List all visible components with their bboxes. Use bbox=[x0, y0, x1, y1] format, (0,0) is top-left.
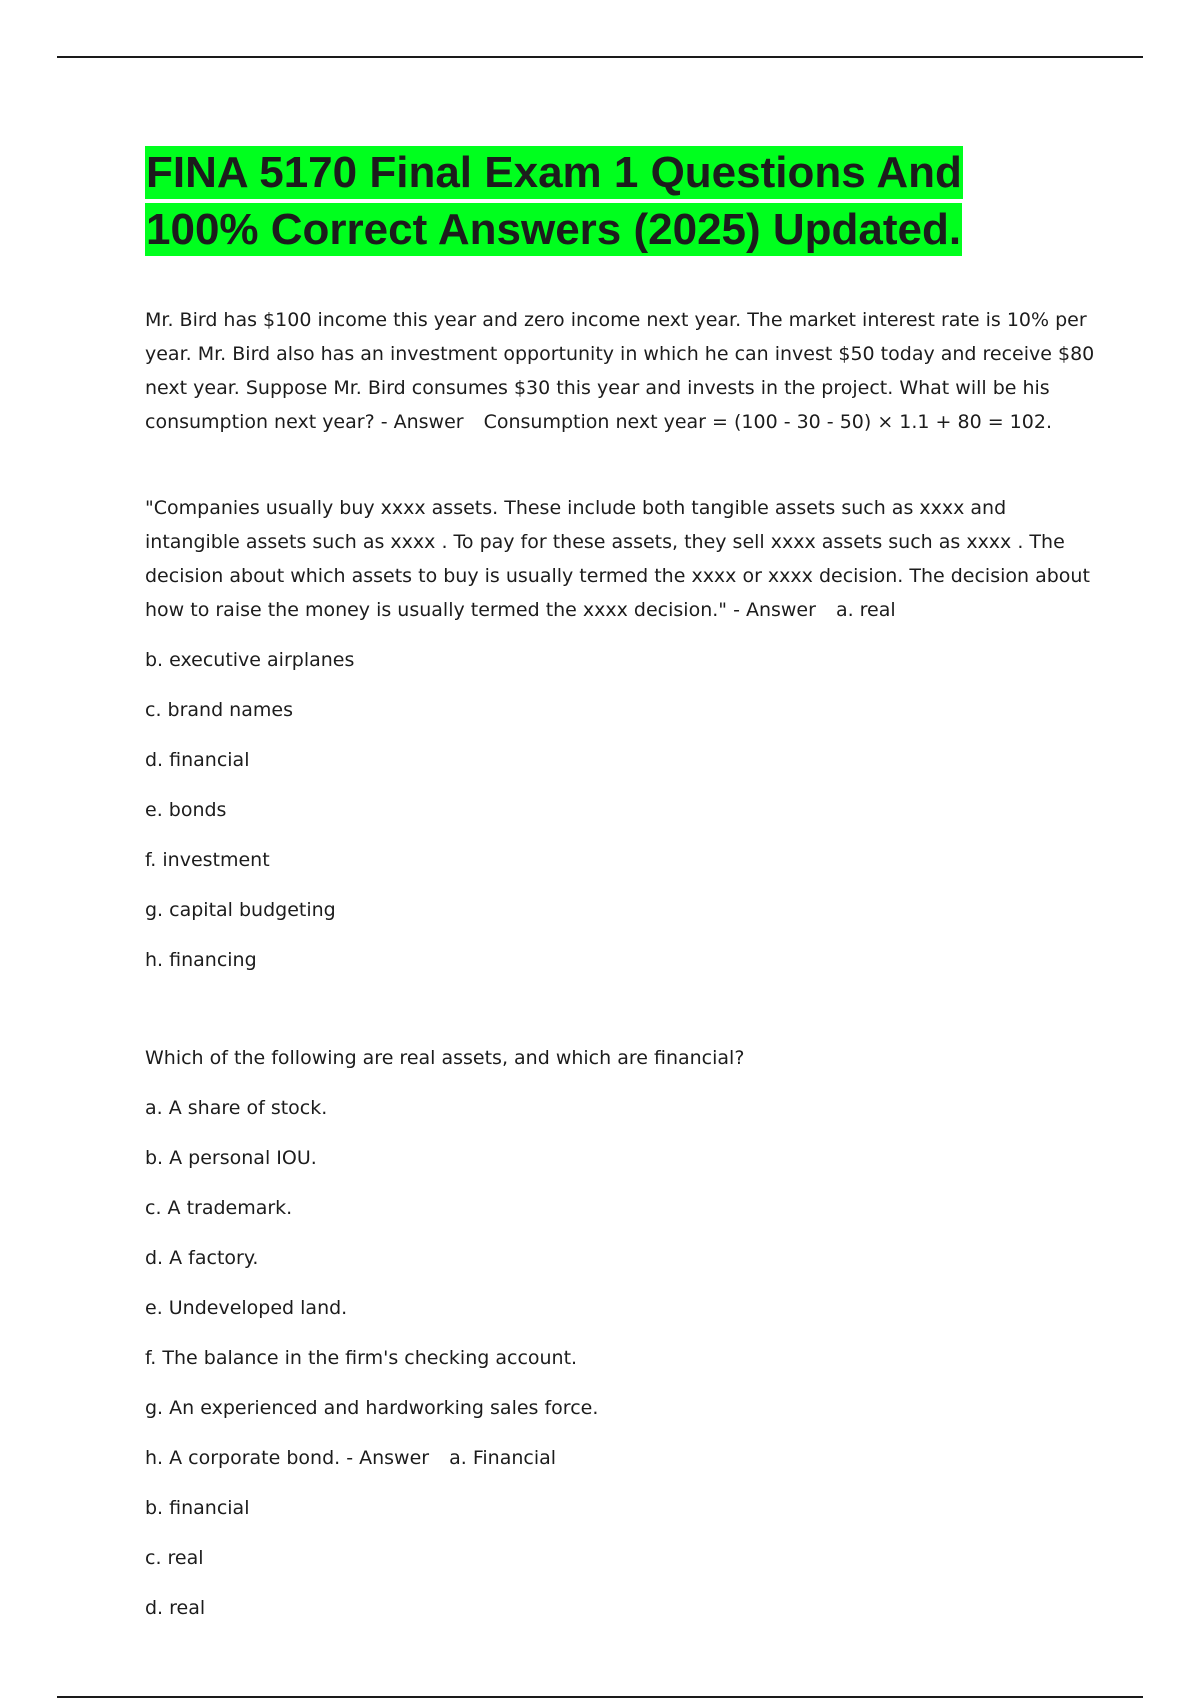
question-3-answer: a. Financial bbox=[449, 1447, 557, 1469]
option-item: d. A factory. bbox=[145, 1247, 259, 1269]
question-2 bbox=[145, 491, 1095, 627]
answer-item: c. real bbox=[145, 1547, 204, 1569]
option-item: g. An experienced and hardworking sales force. bbox=[145, 1397, 599, 1419]
answer-item: b. financial bbox=[145, 1497, 250, 1519]
document-title bbox=[145, 144, 1045, 258]
option-item: b. A personal IOU. bbox=[145, 1147, 317, 1169]
title-line-2: 100% Correct Answers (2025) Updated. bbox=[146, 205, 962, 254]
option-item: f. The balance in the firm's checking account. bbox=[145, 1347, 578, 1369]
option-item: e. Undeveloped land. bbox=[145, 1297, 348, 1319]
option-item: c. A trademark. bbox=[145, 1197, 293, 1219]
option-item-last: h. A corporate bond. - Answer bbox=[145, 1447, 430, 1469]
answer-item: e. bonds bbox=[145, 799, 227, 821]
title-line-1: FINA 5170 Final Exam 1 Questions And bbox=[146, 148, 962, 197]
top-rule bbox=[57, 56, 1143, 58]
question-1-text: Mr. Bird has $100 income this year and zero income next year. The market interest rate is 10% per year. Mr. Bird also has an investment opportunity in which he can invest $50 today and receive $80 next year. Suppose Mr. Bird consumes $30 this year and invests in the project. What will be his consumption next year? - Answer bbox=[145, 309, 1095, 433]
option-item: a. A share of stock. bbox=[145, 1097, 328, 1119]
answer-item: c. brand names bbox=[145, 699, 293, 721]
title-highlight bbox=[145, 146, 963, 256]
answer-item: h. financing bbox=[145, 949, 257, 971]
question-1 bbox=[145, 303, 1095, 439]
bottom-rule bbox=[57, 1696, 1143, 1698]
answer-item: d. real bbox=[145, 1597, 206, 1619]
answer-item: f. investment bbox=[145, 849, 270, 871]
answer-item: g. capital budgeting bbox=[145, 899, 336, 921]
answer-item: b. executive airplanes bbox=[145, 649, 355, 671]
document-body bbox=[145, 303, 1095, 1641]
question-2-answer: a. real bbox=[835, 599, 896, 621]
option-item-with-answer bbox=[145, 1441, 1095, 1475]
question-2-text: "Companies usually buy xxxx assets. These include both tangible assets such as xxxx and intangible assets such as xxxx . To pay for these assets, they sell xxxx assets such as xxxx . The decision about which assets to buy is usually termed the xxxx or xxxx decision. The decision about how to raise the money is usually termed the xxxx decision." - Answer bbox=[145, 497, 1090, 621]
answer-item: d. financial bbox=[145, 749, 250, 771]
question-1-answer: Consumption next year = (100 - 30 - 50) × 1.1 + 80 = 102. bbox=[483, 411, 1052, 433]
question-3: Which of the following are real assets, and which are financial? bbox=[145, 1047, 745, 1069]
